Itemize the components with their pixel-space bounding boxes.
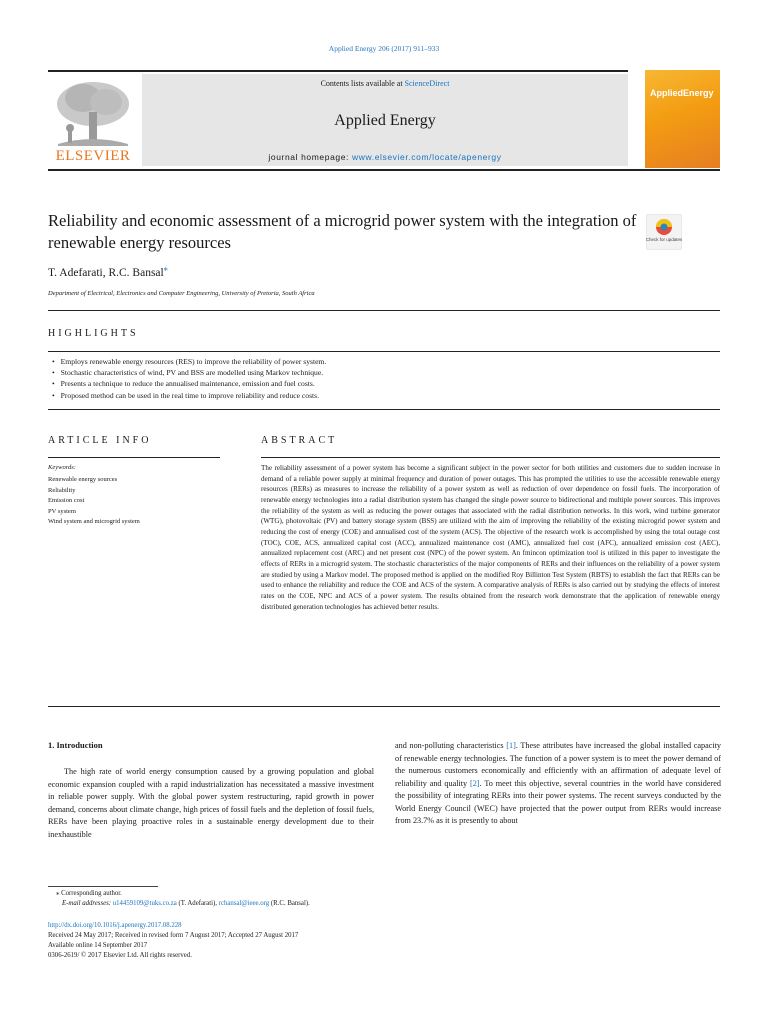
email-line — [62, 899, 310, 909]
affiliation: Department of Electrical, Electronics and Computer Engineering, University of Pretoria, South Africa — [48, 290, 315, 297]
keyword: Reliability — [48, 486, 76, 494]
sciencedirect-link[interactable]: ScienceDirect — [404, 79, 450, 88]
highlights-bottom-rule — [48, 409, 720, 410]
intro-text: and non-polluting characteristics — [395, 741, 507, 750]
journal-citation[interactable]: Applied Energy 206 (2017) 911–933 — [328, 44, 440, 53]
badge-text: Check for updates — [646, 237, 682, 242]
contents-line — [142, 79, 628, 88]
homepage-prefix: journal homepage: — [268, 152, 352, 162]
highlight-item: • Proposed method can be used in the real time to improve reliability and reduce costs. — [52, 390, 712, 401]
cover-title: AppliedEnergy — [650, 88, 714, 98]
author-line — [48, 264, 168, 279]
highlight-item: • Employs renewable energy resources (RES) to improve the reliability of power system. — [52, 356, 712, 367]
highlights-divider — [48, 351, 720, 352]
email-owner: (R.C. Bansal). — [269, 900, 310, 907]
abstract-bottom-rule — [48, 706, 720, 707]
article-info-heading: ARTICLE INFO — [48, 435, 152, 446]
masthead-bottom-rule — [48, 169, 720, 171]
keywords-list — [48, 475, 140, 528]
doi-link[interactable]: http://dx.doi.org/10.1016/j.apenergy.2017.08.228 — [48, 922, 182, 929]
email-link[interactable]: rchansal@ieee.org — [218, 900, 270, 907]
highlight-item: • Stochastic characteristics of wind, PV and BSS are modelled using Markov technique. — [52, 367, 712, 378]
email-link[interactable]: u14459109@tuks.co.za — [112, 900, 177, 907]
online-date: Available online 14 September 2017 — [48, 942, 148, 949]
masthead-top-rule — [48, 70, 628, 72]
email-label: E-mail addresses: — [62, 900, 113, 907]
highlights-list — [52, 356, 712, 401]
abstract-heading: ABSTRACT — [261, 435, 338, 446]
received-dates: Received 24 May 2017; Received in revised form 7 August 2017; Accepted 27 August 2017 — [48, 932, 299, 939]
check-for-updates-icon[interactable] — [646, 214, 682, 250]
keyword: Renewable energy sources — [48, 476, 118, 483]
intro-text: . These attributes have increased the global installed capacity of renewable energy technologies. The function of a power system is to meet the power demand of the numerous customers economically and efficiently with an affirmation of adequate level of reliability and quality — [395, 741, 721, 788]
corresponding-author-mark[interactable]: ⁎ — [163, 264, 168, 273]
reference-link[interactable]: [2] — [470, 778, 480, 788]
abstract-text: The reliability assessment of a power system has become a significant subject in the power sector for both utilities and customers due to sudden increase in demand of a reliable power supply at minimal frequency and duration of power outages. This has prompted the utilities to use the accessible renewable energy resources (RERs) as measures to increase the reliability of a power system as well as reduction of over dependence on fossil fuels. The incorporation of renewable energy technologies into a radial distribution system has changed the single power source to bidirectional and multiple power sources. This improves the reliability of the system as well as reducing the power outages that associated with the radial distribution networks. In this work, wind turbine generator (WTG), photovoltaic (PV) and battery storage system (BSS) are utilized with the aim of improving the reliability of the existing microgrid power system and reducing the cost of energy (COE) and annualised cost of the system (ACS). The objective of the research work is accomplished by using the total outage cost (TOC), COE, ACS, annualized capital cost (ACC), annualized maintenance cost (AMC), annualized fuel cost (AFC), annualized emission cost (AEC), annualized replacement cost (ARC) and net present cost (NPC) of the power system. An fmincon optimization tool is utilized in this paper to investigate the effects of RERs in a microgrid system. The stochastic characteristics of the major components of RERs and their influences on the reliability of a power system are studied by using a Markov model. The proposed method is applied on the modified Roy Billinton Test System (RBTS) to establish the fact that RERs can be used to enhance the reliability and reduce the COE and ACS of the system. A comparative analysis of RERs is also carried out by studying the effects of interest rates on the COE, NPC and ACS of a power system. The results obtained from the research work demonstrate that the application of renewable energy distributed generation technologies has achieved better results. — [261, 464, 720, 611]
intro-text: . To meet this objective, several countries in the world have considered the possibility of integrating RERs into their power systems. The recent surveys conducted by the World Energy Council (WEC) have projected that the power output from RERs would increase from 23.7% as it is presently to about — [395, 778, 721, 825]
keyword: PV system — [48, 507, 76, 515]
keyword: Emission cost — [48, 497, 85, 504]
authors: T. Adefarati, R.C. Bansal — [48, 266, 164, 279]
homepage-link[interactable]: www.elsevier.com/locate/apenergy — [351, 152, 502, 162]
keywords-label: Keywords: — [48, 464, 76, 471]
highlight-item: • Presents a technique to reduce the annualised maintenance, emission and fuel costs. — [52, 378, 712, 389]
keyword: Wind system and microgrid system — [48, 518, 140, 525]
highlights-heading: HIGHLIGHTS — [48, 328, 139, 339]
homepage-line — [142, 152, 628, 162]
journal-cover-image[interactable] — [645, 70, 720, 168]
article-title: Reliability and economic assessment of a microgrid power system with the integration of renewable energy resources — [48, 211, 637, 252]
introduction-heading: 1. Introduction — [48, 740, 103, 750]
journal-name: Applied Energy — [334, 112, 436, 129]
contents-prefix: Contents lists available at — [320, 79, 405, 88]
publisher-wordmark: ELSEVIER — [55, 148, 131, 164]
reference-link[interactable]: [1] — [506, 741, 516, 750]
footnote-rule — [48, 886, 158, 887]
email-owner: (T. Adefarati), — [176, 900, 219, 907]
intro-column-2 — [395, 740, 721, 828]
copyright: 0306-2619/ © 2017 Elsevier Ltd. All rights reserved. — [48, 952, 192, 959]
intro-paragraph-1: The high rate of world energy consumption caused by a growing population and global economic expansion coupled with a rapid industrialization has necessitated a massive investment in reliable power supply. With the global power system restructuring, rapid growth in power demand, concerns about climate change, high prices of fossil fuels and the depletion of fossil fuels, RERs have been playing proactive roles in a sustainable energy development due to their inexhaustible — [48, 767, 374, 839]
corresponding-note: ⁎ Corresponding author. — [56, 890, 122, 897]
highlights-top-rule — [48, 310, 720, 311]
article-info-rule — [48, 457, 220, 458]
abstract-rule — [261, 457, 720, 458]
